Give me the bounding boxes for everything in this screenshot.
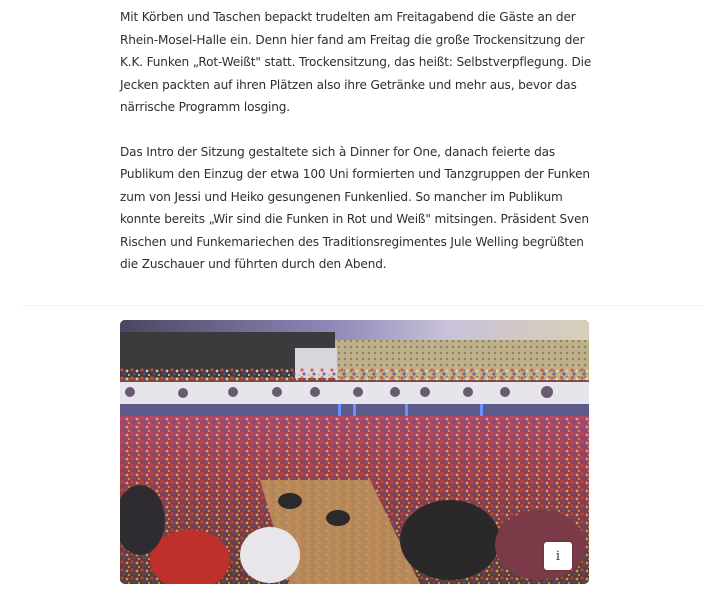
section-divider [22, 305, 702, 306]
article-body [120, 6, 600, 276]
article-photo[interactable] [120, 320, 589, 584]
article-paragraph: Mit Körben und Taschen bepackt trudelten am Freitagabend die Gäste an der Rhein-Mosel-Halle ein. Denn hier fand am Freitag die große Trockensitzung der K.K. Funken „Rot-Weißt" statt. Trockensitzung, das heißt: Selbstverpflegung. Die Jecken packten auf ihren Plätzen also ihre Getränke und mehr aus, bevor das närrische Programm losging. [120, 10, 592, 114]
carnival-hall-photo [120, 320, 589, 584]
article-paragraph: Das Intro der Sitzung gestaltete sich à Dinner for One, danach feierte das Publikum den Einzug der etwa 100 Uni formierten und Tanzgruppen der Funken zum von Jessi und Heiko gesungenen Funkenlied. So mancher im Publikum konnte bereits „Wir sind die Funken in Rot und Weiß" mitsingen. Präsident Sven Rischen und Funkemariechen des Traditionsregimentes Jule Welling begrüßten die Zuschauer und führten durch den Abend. [120, 144, 590, 271]
image-info-button[interactable] [544, 542, 572, 570]
info-icon: i [555, 548, 561, 564]
